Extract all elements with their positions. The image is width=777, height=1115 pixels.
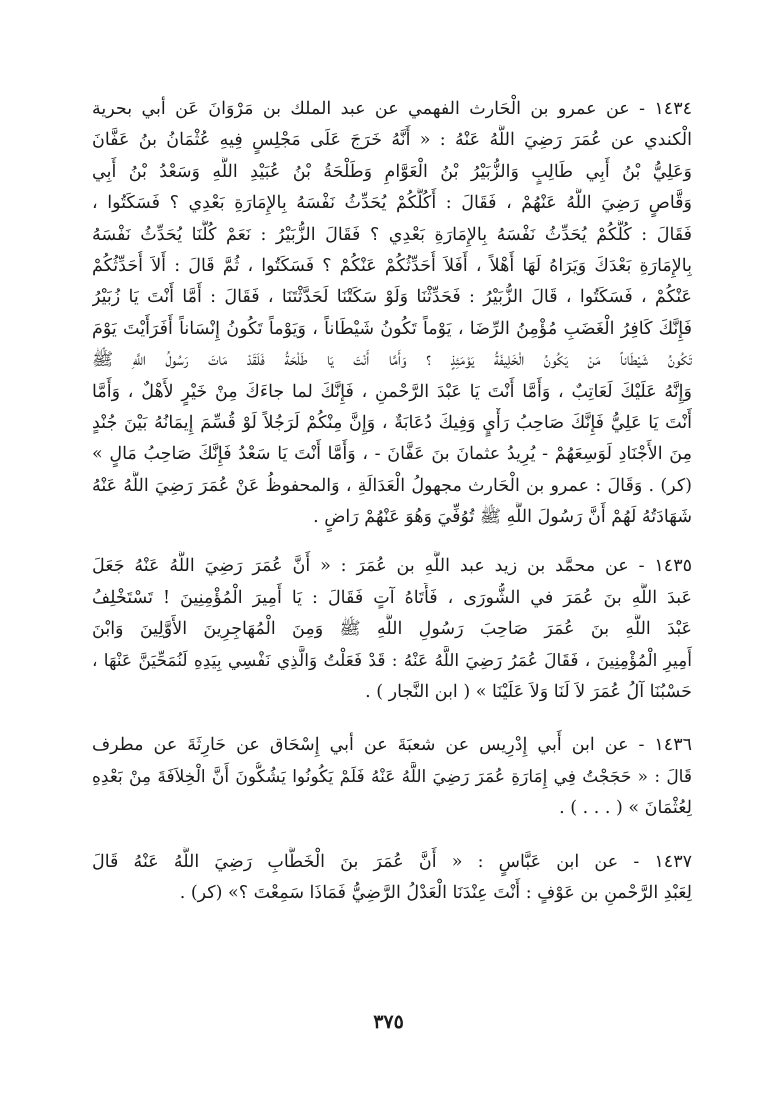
page-number: ٣٧٥ <box>373 1011 404 1033</box>
text-line: وَعَلِيُّ بْنُ أَبِي طَالِبٍ وَالزُّبَيْرُ بْنُ الْعَوَّامِ وَطَلْحَةُ بْنُ عُبَيْدِ اللَّهِ وَسَعْدُ بْنُ أَبِي <box>92 161 692 182</box>
text-line: أَمِيرِ الْمُؤْمِنِينَ ، فَقَالَ عُمَرُ رَضِيَ اللَّهُ عَنْهُ : قَدْ فَعَلْتُ وَالَّذِي نَفْسِي بِيَدِهِ لَنُمَحِّيَنَّ عَنْهَا ، <box>92 650 692 671</box>
text-line: قَالَ : « حَجَجْتُ فِي إِمَارَةِ عُمَرَ رَضِيَ اللَّهُ عَنْهُ فَلَمْ يَكُونُوا يَشُكُّونَ أَنَّ الْخِلاَفَةَ مِنْ بَعْدِهِ <box>92 766 692 787</box>
text-line: عَنْكُمْ ، فَسَكَتُوا ، قَالَ الزُّبَيْرُ : فَحَدِّثْنَا وَلَوْ سَكَتْنَا لَحَدَّثْتَنَا ، فَقَالَ : أَمَّا أَنْتَ يَا زُبَيْرُ <box>92 287 692 308</box>
text-line: ١٤٣٦ - عن ابن أَبي إِدْرِيس عن شعبَةَ عن أبي إِسْحَاق عن حَارِثَةَ عن مطرف <box>92 735 692 756</box>
text-line: بِالإِمَارَةِ بَعْدَكَ وَيَرَاهُ لَهَا أَهْلاً ، أَفَلاَ أُحَدِّثُكُمْ عَنْكُمْ ؟ فَسَكَتُوا ، ثُمَّ قَالَ : أَلاَ أُحَدِّثُكُمْ <box>92 255 692 276</box>
text-line: ١٤٣٧ - عن ابن عَبَّاسٍ : « أَنَّ عُمَرَ بنَ الْخَطَّابِ رَضِيَ اللَّهُ عَنْهُ قَالَ <box>92 851 692 872</box>
text-line: لِعَبْدِ الرَّحْمنِ بن عَوْفٍ : أَنْتَ عِنْدَنَا الْعَدْلُ الرَّضِيُّ فَمَاذَا سَمِعْتَ ؟» (كر) . <box>179 882 692 903</box>
text-line: حَسْبُنَا آلُ عُمَرَ لاَ لَنَا وَلاَ عَلَيْنَا » ( ابن النَّجار ) . <box>365 682 692 703</box>
text-line: أَنْتَ يَا عَلِيُّ فَإِنَّكَ صَاحِبُ رَأْيٍ وَفِيكَ دُعَابَةٌ ، وَإِنَّ مِنْكُمْ لَرَجُلاً لَوْ قُسِّمَ إِيمَانُهُ بَيْنَ جُنْدٍ <box>92 412 692 433</box>
text-line: ١٤٣٤ - عن عمرو بن الْحَارث الفهمي عن عبد الملك بن مَرْوَانَ عَن أبي بحرية <box>92 99 692 119</box>
text-line: وَقَّاصٍ رَضِيَ اللَّهُ عَنْهُمْ ، فَقَالَ : أَكُلُّكُمْ يُحَدِّثُ نَفْسَهُ بِالإِمَارَةِ بَعْدِي ؟ فَسَكَتُوا ، <box>92 193 692 214</box>
entry-spacer <box>92 825 692 847</box>
hadith-entry-1434 <box>92 94 692 533</box>
hadith-entry-1437 <box>92 847 692 910</box>
hadith-entry-1436 <box>92 730 692 824</box>
text-line: ١٤٣٥ - عن محمَّد بن زيد عبد اللَّهِ بن عُمَرَ : « أَنَّ عُمَرَ رَضِيَ اللَّهُ عَنْهُ جَعَلَ <box>92 556 692 577</box>
text-line: عَبدَ اللَّهِ بنَ عُمَرَ في الشُّورَى ، فَأَتَاهُ آتٍ فَقَالَ : يَا أَمِيرَ الْمُؤْمِنِينَ ! تَسْتَخْلِفُ <box>92 587 692 608</box>
text-line: فَإِنَّكَ كَافِرُ الْغَضَبِ مُؤْمِنُ الرِّضَا ، يَوْماً تَكُونُ شَيْطَاناً ، وَيَوْماً تَكُونُ إِنْسَاناً أَفَرَأَيْتَ يَوْمَ <box>92 318 692 339</box>
text-line: وَإِنَّهُ عَلَيْكَ لَعَاتِبٌ ، وَأَمَّا أَنْتَ يَا عَبْدَ الرَّحْمنِ ، فَإِنَّكَ لما جاءَكَ مِنْ خَيْرٍ لأَهْلٌ ، وَأَمَّا <box>92 381 692 402</box>
text-line: فَقَالَ : كُلُّكُمْ يُحَدِّثُ نَفْسَهُ بِالإِمَارَةِ بَعْدِي ؟ فَقَالَ الزُّبَيْرُ : نَعَمْ كُلُّنَا يُحَدِّثُ نَفْسَهُ <box>92 224 692 245</box>
text-line: لِعُثْمَانَ » ( . . . ) . <box>559 798 692 819</box>
hadith-entry-1435 <box>92 551 692 708</box>
entry-spacer <box>92 533 692 551</box>
text-line: عَبْدَ اللَّهِ بنَ عُمَرَ صَاحِبَ رَسُولِ اللَّهِ ﷺ وَمِنَ الْمُهَاجِرِينَ الأَوَّلِينَ وَابْنَ <box>92 619 692 640</box>
entry-spacer <box>92 708 692 730</box>
text-line: (كر) . وَقَالَ : عمرو بن الْحَارث مجهولُ الْعَدَالَةِ ، وَالمحفوظُ عَنْ عُمَرَ رَضِيَ اللَّهُ عَنْهُ <box>92 475 692 496</box>
text-line: مِنَ الأَجْنَادِ لَوَسِعَهُمْ - يُرِيدُ عثمانَ بنَ عَفَّانَ - ، وَأَمَّا أَنْتَ يَا سَعْدُ فَإِنَّكَ صَاحِبُ مَالٍ » <box>92 444 692 465</box>
page-body <box>92 94 692 909</box>
text-line: الْكندي عن عُمَرَ رَضِيَ اللَّهُ عَنْهُ : « أَنَّهُ خَرَجَ عَلَى مَجْلِسٍ فِيهِ عُثْمَانُ بنُ عَفَّانَ <box>92 130 692 151</box>
text-line: تَكُونُ شَيْطَاناً مَنْ يَكُونُ الْخَلِيفَةُ يَوْمَئِذٍ ؟ وَأَمَّا أَنْتَ يَا طَلْحَةُ فَلَقَدْ مَاتَ رَسُولُ اللَّهِ ﷺ <box>92 350 692 371</box>
text-line: شَهَادَتُهُ لَهُمْ أَنَّ رَسُولَ اللَّهِ ﷺ تُوُفِّيَ وَهُوَ عَنْهُمْ رَاضٍ . <box>313 507 692 528</box>
